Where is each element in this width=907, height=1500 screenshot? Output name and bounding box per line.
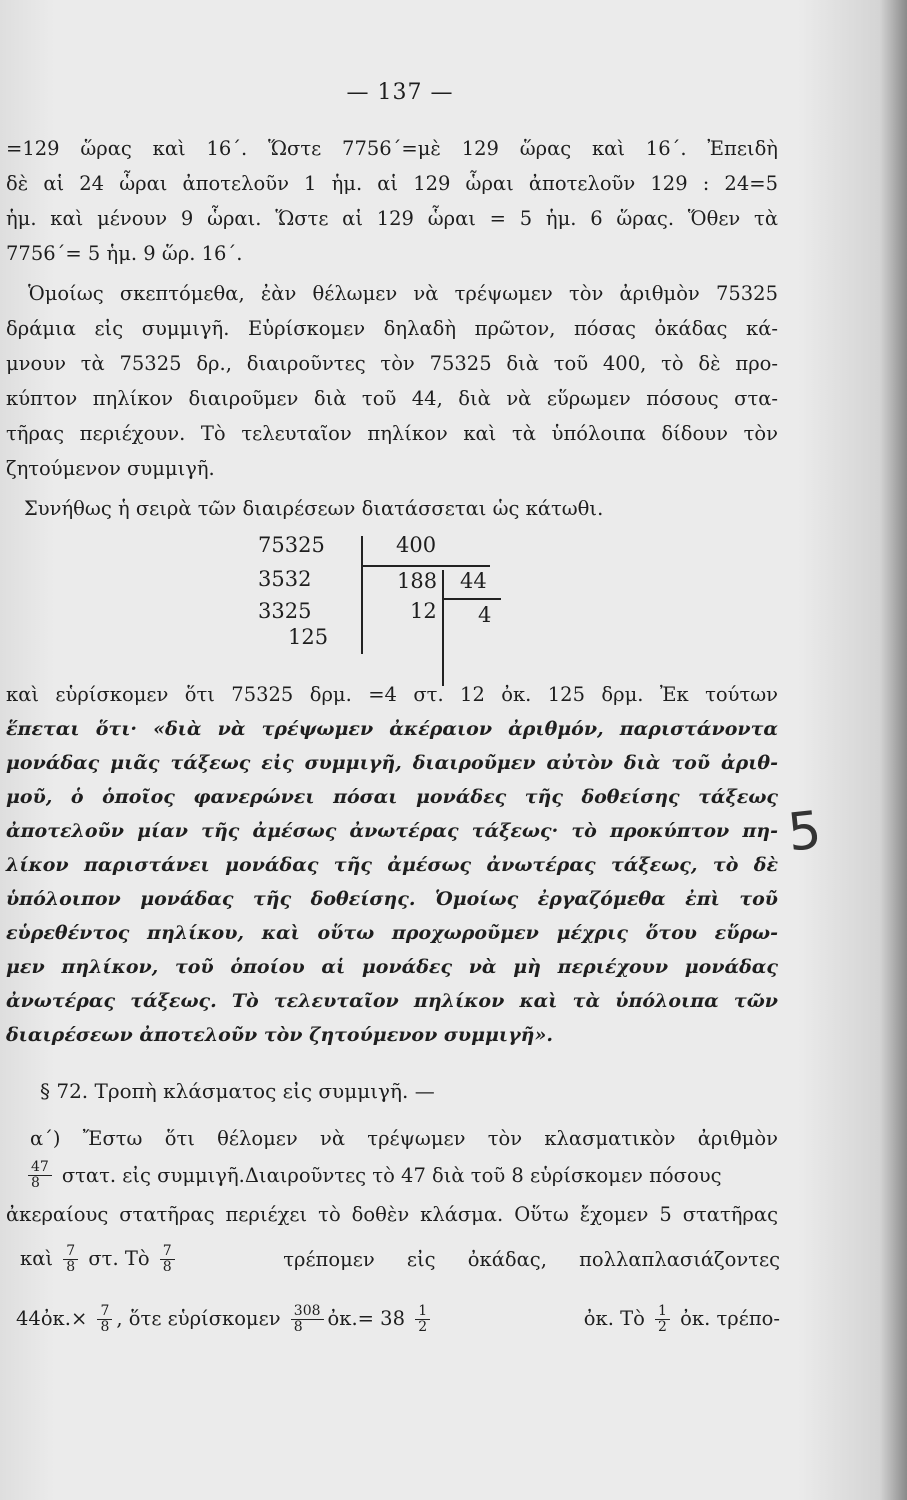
text-span: 44ὀκ.× $\frac{7}{8}$ , ὅτε εὑρίσκομεν $\frac{308}{8}$ ὀκ.= 38 $\frac{1}{2}$ [16,1304,434,1335]
text-line: α΄) Ἔστω ὅτι θέλομεν νὰ τρέψωμεν τὸν κλασματικὸν ἀριθμὸν [30,1127,778,1150]
divisor: 44 [460,569,487,593]
remainder-row: 3532 [258,567,312,591]
text-line [24,1160,780,1191]
fraction: $\frac{47}{8}$ [28,1160,52,1191]
fraction: $\frac{308}{8}$ [291,1304,324,1335]
text-line: μεν πηλίκον, τοῦ ὁποίου αἱ μονάδες νὰ μὴ περιέχουν μονάδας [6,956,778,978]
text-line: μονάδας μιᾶς τάξεως εἰς συμμιγῆ, διαιροῦμεν αὐτὸν διὰ τοῦ ἀριθ- [6,752,778,774]
divisor: 400 [396,533,437,557]
remainder: 12 [410,599,437,623]
remainder-row: 125 [288,625,329,649]
quotient: 188 [397,569,438,593]
text-line: 7756΄= 5 ἡμ. 9 ὥρ. 16΄. [6,242,243,265]
text-line: διαιρέσεων ἀποτελοῦν τὸν ζητούμενον συμμιγῆ». [6,1024,553,1046]
text-span: ὀκ. Τὸ $\frac{1}{2}$ ὀκ. τρέπο- [583,1303,780,1335]
text-line: κύπτον πηλίκον διαιροῦμεν διὰ τοῦ 44, διὰ νὰ εὕρωμεν πόσους στα- [6,387,778,410]
text-line: ἕπεται ὅτι· «διὰ νὰ τρέψωμεν ἀκέραιον ἀριθμόν, παριστάνοντα [6,718,778,740]
division-bar [361,536,363,654]
text-line: ζητούμενον συμμιγῆ. [6,457,215,480]
text-line: ἀνωτέρας τάξεως. Τὸ τελευταῖον πηλίκον καὶ τὰ ὑπόλοιπα τῶν [6,990,778,1012]
text-line: τῆρας περιέχουν. Τὸ τελευταῖον πηλίκον καὶ τὰ ὑπόλοιπα δίδουν τὸν [6,422,778,445]
text-line: δὲ αἱ 24 ὧραι ἀποτελοῦν 1 ἡμ. αἱ 129 ὧραι ἀποτελοῦν 129 : 24=5 [6,172,778,195]
text-line: λίκον παριστάνει μονάδας τῆς ἀμέσως ἀνωτέρας τάξεως, τὸ δὲ [6,854,778,876]
handwritten-margin-mark: 5 [784,800,825,864]
text-line: εὑρεθέντος πηλίκου, καὶ οὕτω προχωροῦμεν μέχρις ὅτου εὕρω- [6,922,778,944]
text-line: Συνήθως ἡ σειρὰ τῶν διαιρέσεων διατάσσεται ὡς κάτωθι. [24,497,604,520]
text-line: δράμια εἰς συμμιγῆ. Εὑρίσκομεν δηλαδὴ πρῶτον, πόσας ὀκάδας κά- [6,317,778,340]
quotient: 4 [478,603,492,627]
text-span: καὶ $\frac{7}{8}$ στ. Τὸ $\frac{7}{8}$ [20,1244,179,1275]
fraction: $\frac{1}{2}$ [415,1304,430,1335]
division-bar [442,570,444,686]
fraction: $\frac{1}{2}$ [655,1304,670,1335]
text-line: ἀκεραίους στατῆρας περιέχει τὸ δοθὲν κλάσμα. Οὕτω ἔχομεν 5 στατῆρας [6,1203,778,1226]
text-span: στατ. εἰς συμμιγῆ.Διαιροῦντες τὸ 47 διὰ τοῦ 8 εὑρίσκομεν πόσους [61,1163,722,1187]
text-line: =129 ὥρας καὶ 16΄. Ὥστε 7756΄=μὲ 129 ὥρας καὶ 16΄. Ἐπειδὴ [6,137,778,160]
text-line: μοῦ, ὁ ὁποῖος φανερώνει πόσαι μονάδες τῆς δοθείσης τάξεως [6,786,778,808]
text-line: Ὁμοίως σκεπτόμεθα, ἐὰν θέλωμεν νὰ τρέψωμεν τὸν ἀριθμὸν 75325 [28,282,778,305]
text-line: ἀποτελοῦν μίαν τῆς ἀμέσως ἀνωτέρας τάξεως· τὸ προκύπτον πη- [6,820,778,842]
text-line [20,1244,780,1275]
fraction: $\frac{7}{8}$ [160,1244,175,1275]
section-heading: § 72. Τροπὴ κλάσματος εἰς συμμιγῆ. — [40,1079,435,1103]
text-span: τρέπομεν εἰς ὀκάδας, πολλαπλασιάζοντες [283,1247,780,1271]
remainder-row: 3325 [258,599,312,623]
text-line: ὑπόλοιπον μονάδας τῆς δοθείσης. Ὁμοίως ἐργαζόμεθα ἐπὶ τοῦ [6,888,778,910]
fraction: $\frac{7}{8}$ [97,1304,112,1335]
text-line: καὶ εὑρίσκομεν ὅτι 75325 δρμ. =4 στ. 12 ὀκ. 125 δρμ. Ἐκ τούτων [6,683,778,706]
text-line: μνουν τὰ 75325 δρ., διαιροῦντες τὸν 75325 διὰ τοῦ 400, τὸ δὲ προ- [6,352,778,375]
division-bar [443,598,501,600]
dividend-row: 75325 [258,533,325,557]
text-line [16,1304,780,1335]
text-line: ἡμ. καὶ μένουν 9 ὧραι. Ὥστε αἱ 129 ὧραι = 5 ἡμ. 6 ὥρας. Ὅθεν τὰ [6,207,778,230]
fraction: $\frac{7}{8}$ [63,1244,78,1275]
page-number: — 137 — [346,80,454,105]
